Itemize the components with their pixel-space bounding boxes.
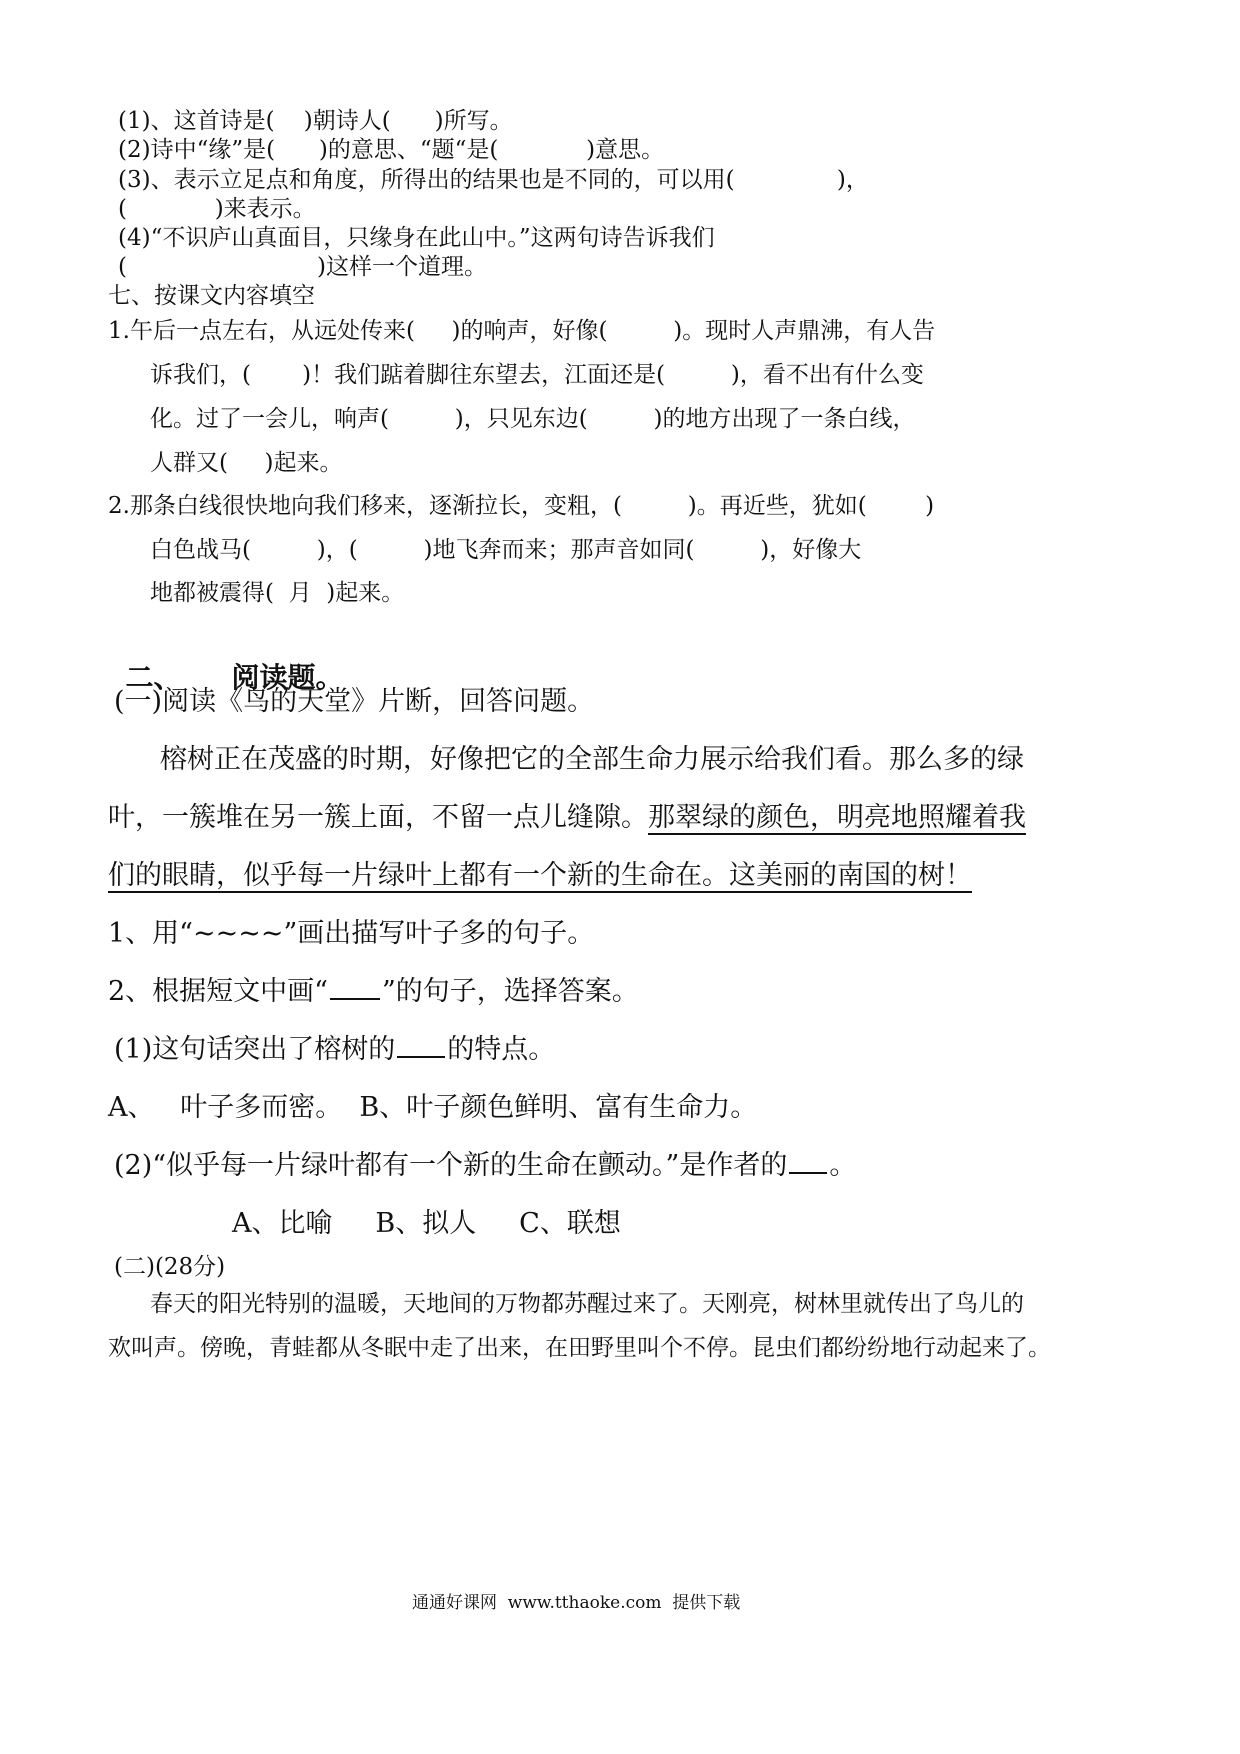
fill-1-line-3: 化。过了一会儿，响声( )，只见东边( )的地方出现了一条白线， — [150, 406, 916, 432]
reading-question-2-text-b: ”的句子，选择答案。 — [381, 976, 639, 1007]
answer-blank — [789, 1171, 827, 1174]
footer-credit: 通通好课网 www.tthaoke.com 提供下载 — [412, 1593, 741, 1613]
answer-blank — [397, 1055, 445, 1058]
reading-sub-1: (一)阅读《鸟的天堂》片断，回答问题。 — [114, 686, 595, 717]
passage-line-1: 榕树正在茂盛的时期，好像把它的全部生命力展示给我们看。那么多的绿 — [160, 744, 1024, 775]
reading-question-2-2-text-a: (2)“似乎每一片绿叶都有一个新的生命在颤动。”是作者的 — [114, 1150, 788, 1181]
fill-2-line-1: 2.那条白线很快地向我们移来，逐渐拉长，变粗，( )。再近些，犹如( ) — [108, 493, 935, 519]
reading-question-2-1 — [114, 1034, 555, 1066]
underline-sample-blank — [330, 997, 380, 1000]
section-7-title: 七、按课文内容填空 — [108, 283, 315, 309]
passage-line-2 — [108, 802, 1026, 834]
reading-question-2 — [108, 976, 639, 1008]
part-2-line-2: 欢叫声。傍晚，青蛙都从冬眠中走了出来，在田野里叫个不停。昆虫们都纷纷地行动起来了。 — [108, 1335, 1051, 1361]
fill-2-line-2: 白色战马( )，( )地飞奔而来；那声音如同( )，好像大 — [150, 537, 862, 563]
reading-question-2-2 — [114, 1150, 856, 1182]
reading-question-2-2-text-b: 。 — [829, 1150, 857, 1181]
part-2-heading: (二)(28分) — [114, 1254, 226, 1280]
reading-question-1: 1、用“~~~~”画出描写叶子多的句子。 — [108, 918, 595, 949]
fill-1-line-2: 诉我们，( )！我们踮着脚往东望去，江面还是( )，看不出有什么变 — [150, 362, 924, 388]
reading-heading-text: 阅读题。 — [231, 660, 344, 694]
fill-2-line-3: 地都被震得( 月 )起来。 — [150, 580, 405, 606]
poem-question-1: (1)、这首诗是( )朝诗人( )所写。 — [118, 108, 513, 134]
reading-heading — [106, 627, 344, 694]
poem-question-3b: ( )来表示。 — [118, 196, 316, 222]
reading-question-2-text-a: 2、根据短文中画“ — [108, 976, 328, 1007]
poem-question-4b: ( )这样一个道理。 — [118, 254, 488, 280]
poem-question-4a: (4)“不识庐山真面目，只缘身在此山中。”这两句诗告诉我们 — [118, 225, 715, 251]
poem-question-3a: (3)、表示立足点和角度，所得出的结果也是不同的，可以用( )， — [118, 167, 869, 193]
poem-question-2: (2)诗中“缘”是( )的意思、“题“是( )意思。 — [118, 137, 665, 163]
passage-line-2-plain: 叶，一簇堆在另一簇上面，不留一点儿缝隙。 — [108, 802, 648, 833]
reading-question-2-1-text-b: 的特点。 — [447, 1034, 556, 1065]
reading-heading-number: 二、 — [125, 660, 182, 694]
reading-question-2-1-options: A、 叶子多而密。 B、叶子颜色鲜明、富有生命力。 — [108, 1092, 758, 1123]
part-2-line-1: 春天的阳光特别的温暖，天地间的万物都苏醒过来了。天刚亮，树林里就传出了鸟儿的 — [150, 1291, 1024, 1317]
passage-line-3: 们的眼睛，似乎每一片绿叶上都有一个新的生命在。这美丽的南国的树！ — [108, 860, 972, 891]
fill-1-line-1: 1.午后一点左右，从远处传来( )的响声，好像( )。现时人声鼎沸，有人告 — [108, 318, 936, 344]
passage-underlined-sentence: 那翠绿的颜色，明亮地照耀着我 — [648, 802, 1026, 833]
reading-question-2-2-options: A、比喻 B、拟人 C、联想 — [232, 1208, 621, 1239]
fill-1-line-4: 人群又( )起来。 — [150, 450, 343, 476]
reading-question-2-1-text-a: (1)这句话突出了榕树的 — [114, 1034, 396, 1065]
